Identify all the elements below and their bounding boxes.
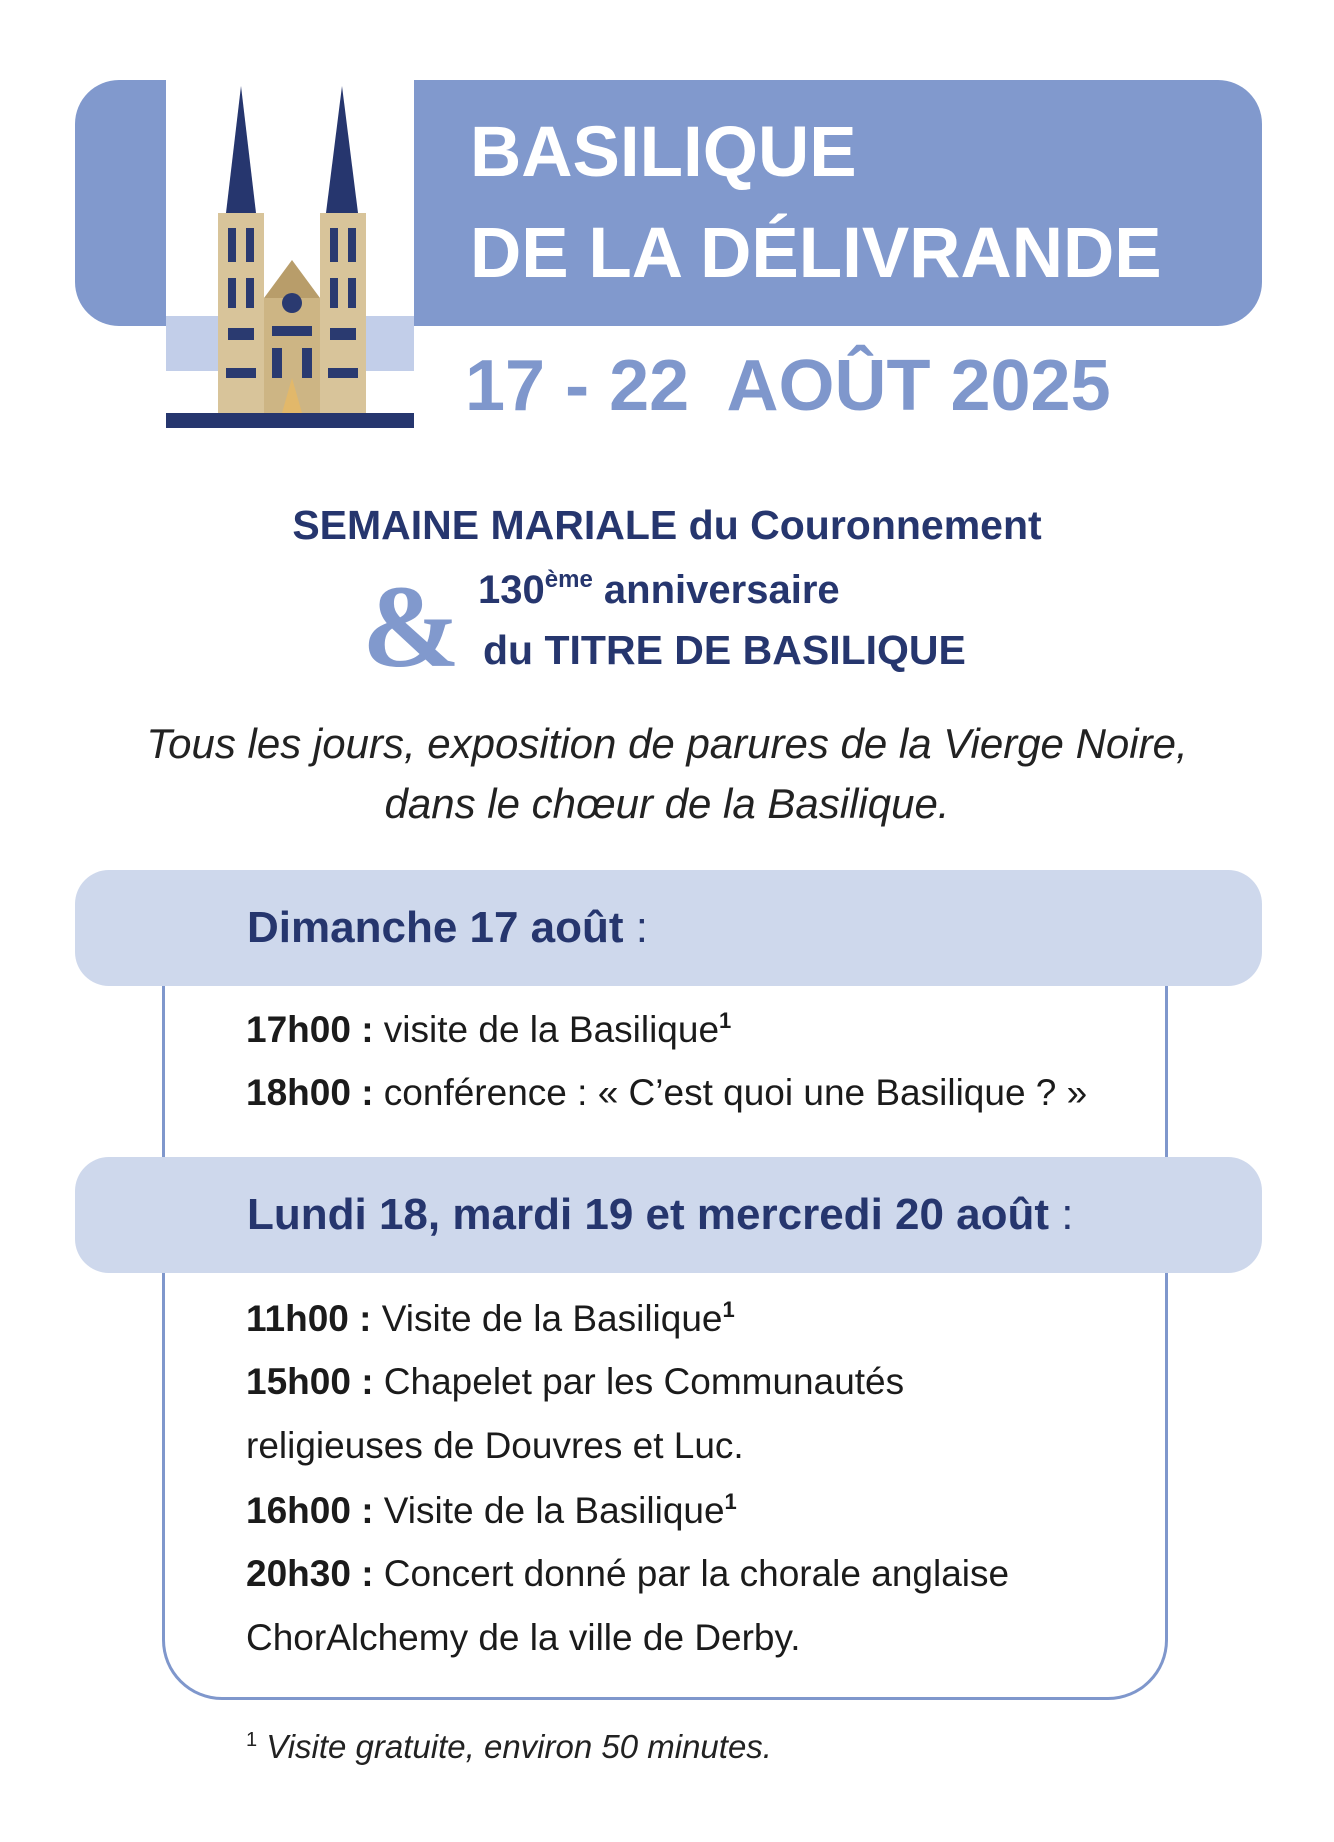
day-suffix: : xyxy=(1049,1190,1074,1239)
event-time: 16h00 : xyxy=(246,1490,374,1531)
event-text: visite de la Basilique xyxy=(373,1009,720,1050)
footnote-mark: 1 xyxy=(722,1297,735,1322)
anniversary-ordinal: ème xyxy=(544,566,593,593)
day-name: Lundi 18, mardi 19 et mercredi 20 août xyxy=(247,1190,1050,1239)
day-label xyxy=(247,870,648,986)
day-name: Dimanche 17 août xyxy=(247,903,624,952)
footnote xyxy=(246,1728,772,1766)
footnote-text: Visite gratuite, environ 50 minutes. xyxy=(257,1728,772,1765)
event-line xyxy=(246,1553,1009,1595)
event-line xyxy=(246,1361,904,1403)
day-header-sunday xyxy=(75,870,1262,986)
event-time: 20h30 : xyxy=(246,1553,374,1594)
subtitle-semaine-mariale: SEMAINE MARIALE du Couronnement xyxy=(292,502,1042,548)
event-time: 18h00 : xyxy=(246,1072,374,1113)
title-line-2: DE LA DÉLIVRANDE xyxy=(470,214,1162,293)
event-line xyxy=(246,1008,731,1051)
title-line-1: BASILIQUE xyxy=(470,113,857,192)
event-text: Concert donné par la chorale anglaise xyxy=(373,1553,1010,1594)
day-header-weekdays xyxy=(75,1157,1262,1273)
event-line xyxy=(246,1489,737,1532)
event-continuation: ChorAlchemy de la ville de Derby. xyxy=(246,1617,801,1658)
event-line xyxy=(246,1297,735,1340)
event-text: conférence : « C’est quoi une Basilique ? » xyxy=(373,1072,1088,1113)
ampersand: & xyxy=(362,561,461,692)
event-time: 11h00 : xyxy=(246,1298,372,1339)
event-continuation: religieuses de Douvres et Luc. xyxy=(246,1425,744,1466)
exhibition-line-1: Tous les jours, exposition de parures de la Vierge Noire, xyxy=(146,720,1188,767)
event-dates: 17 - 22 AOÛT 2025 xyxy=(465,346,1111,426)
event-line xyxy=(246,1072,1087,1114)
day-suffix: : xyxy=(623,903,649,952)
event-time: 15h00 : xyxy=(246,1361,374,1402)
event-text: Chapelet par les Communautés xyxy=(373,1361,905,1402)
event-text: Visite de la Basilique xyxy=(373,1490,725,1531)
anniversary-word: anniversaire xyxy=(603,568,840,612)
subtitle-anniversary xyxy=(478,566,840,613)
anniversary-number: 130 xyxy=(478,568,545,612)
exhibition-line-2: dans le chœur de la Basilique. xyxy=(384,780,950,827)
basilica-illustration xyxy=(166,78,414,428)
subtitle-titre-basilique: du TITRE DE BASILIQUE xyxy=(483,627,966,673)
event-text: Visite de la Basilique xyxy=(371,1298,723,1339)
event-time: 17h00 : xyxy=(246,1009,374,1050)
footnote-mark: 1 xyxy=(246,1729,258,1751)
day-label xyxy=(247,1157,1074,1273)
footnote-mark: 1 xyxy=(719,1008,732,1033)
footnote-mark: 1 xyxy=(724,1489,737,1514)
